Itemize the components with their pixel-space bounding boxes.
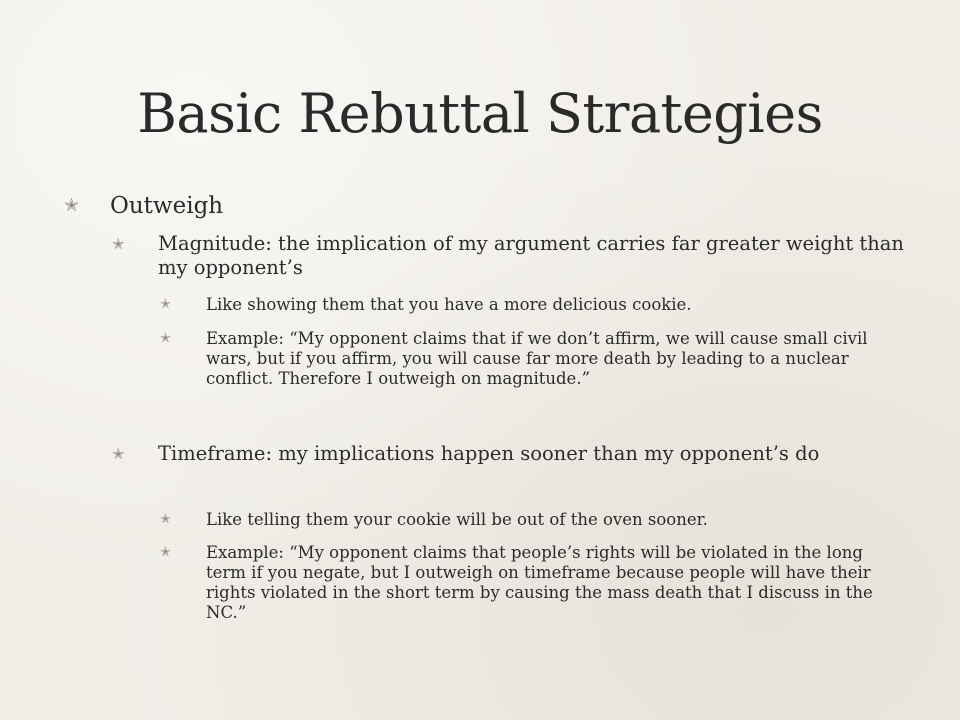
bullet-timeframe bbox=[112, 442, 912, 466]
slide-title: Basic Rebuttal Strategies bbox=[137, 82, 823, 145]
bullet-magnitude-example bbox=[160, 329, 900, 389]
bullet-magnitude-cookie bbox=[160, 295, 900, 315]
bullet-outweigh bbox=[64, 193, 924, 219]
star-bullet-icon: ✭ bbox=[160, 512, 171, 527]
bullet-timeframe-cookie bbox=[160, 510, 900, 530]
bullet-text: Like telling them your cookie will be out of the oven sooner. bbox=[206, 510, 708, 529]
bullet-text: Magnitude: the implication of my argument carries far greater weight than my opponent’s bbox=[158, 232, 904, 279]
star-bullet-icon: ✭ bbox=[160, 297, 171, 312]
star-bullet-icon: ✭ bbox=[112, 445, 125, 463]
star-bullet-icon: ✭ bbox=[160, 331, 171, 346]
star-bullet-icon: ✭ bbox=[112, 235, 125, 253]
star-bullet-icon: ✭ bbox=[160, 545, 171, 560]
bullet-text: Like showing them that you have a more delicious cookie. bbox=[206, 295, 692, 314]
bullet-text: Timeframe: my implications happen sooner than my opponent’s do bbox=[158, 442, 820, 465]
bullet-text: Example: “My opponent claims that people’s rights will be violated in the long term if you negate, but I outweigh on timeframe because people will have their rights violated in the short term by causing the mass death that I discuss in the NC.” bbox=[206, 543, 873, 622]
bullet-timeframe-example bbox=[160, 543, 900, 623]
bullet-text: Example: “My opponent claims that if we don’t affirm, we will cause small civil wars, but if you affirm, you will cause far more death by leading to a nuclear conflict. Therefore I outweigh on magnitude.” bbox=[206, 329, 868, 388]
bullet-magnitude bbox=[112, 232, 912, 280]
star-bullet-icon: ✭ bbox=[64, 195, 80, 216]
bullet-text: Outweigh bbox=[110, 193, 224, 219]
